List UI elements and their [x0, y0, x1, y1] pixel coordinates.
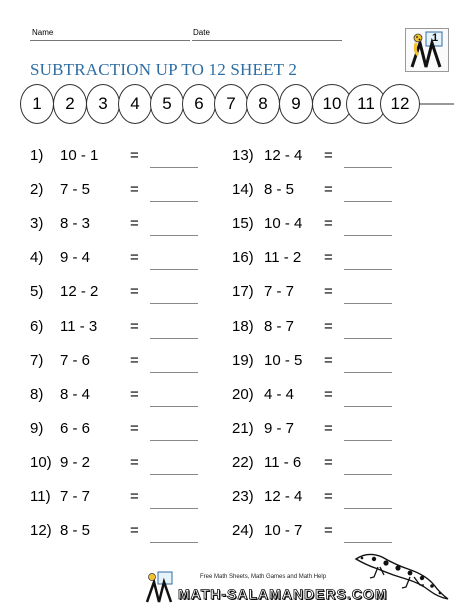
answer-blank[interactable]	[344, 167, 392, 168]
equals-sign: =	[324, 385, 333, 403]
question-row	[30, 521, 230, 551]
equals-sign: =	[324, 249, 333, 267]
name-line[interactable]	[30, 40, 190, 41]
question-number: 12)	[30, 522, 52, 540]
question-row	[232, 453, 432, 483]
question-expression: 9 - 7	[264, 419, 295, 437]
question-number: 3)	[30, 215, 44, 233]
equals-sign: =	[324, 317, 333, 335]
answer-blank[interactable]	[344, 406, 392, 407]
equals-sign: =	[324, 181, 333, 199]
question-expression: 7 - 7	[60, 488, 91, 505]
question-expression: 12 - 4	[264, 488, 303, 505]
equals-sign: =	[130, 488, 139, 505]
question-expression: 9 - 2	[60, 453, 91, 471]
question-expression: 9 - 4	[60, 249, 91, 267]
question-expression: 7 - 7	[264, 283, 295, 301]
question-expression: 10 - 4	[264, 215, 303, 233]
answer-blank[interactable]	[344, 338, 392, 339]
footer-tagline: Free Math Sheets, Math Games and Math Help	[200, 574, 327, 580]
salamander-icon	[348, 545, 458, 605]
question-row	[232, 248, 432, 278]
answer-blank[interactable]	[150, 303, 198, 304]
grade-badge: 1	[431, 32, 439, 44]
question-row	[30, 214, 230, 244]
question-number: 14)	[232, 181, 254, 199]
answer-blank[interactable]	[150, 440, 198, 441]
equals-sign: =	[130, 385, 139, 403]
equals-sign: =	[324, 147, 333, 164]
date-line[interactable]	[192, 40, 342, 41]
answer-blank[interactable]	[344, 542, 392, 543]
equals-sign: =	[130, 317, 139, 335]
number-line-circle: 11	[346, 84, 386, 124]
equals-sign: =	[130, 249, 139, 267]
question-expression: 7 - 5	[60, 181, 91, 199]
answer-blank[interactable]	[344, 508, 392, 509]
answer-blank[interactable]	[150, 474, 198, 475]
question-number: 15)	[232, 215, 254, 233]
question-number: 18)	[232, 317, 254, 335]
question-row	[232, 214, 432, 244]
question-expression: 11 - 6	[264, 453, 302, 471]
question-row	[30, 180, 230, 210]
question-row	[30, 317, 230, 347]
equals-sign: =	[130, 351, 139, 369]
answer-blank[interactable]	[150, 167, 198, 168]
answer-blank[interactable]	[344, 235, 392, 236]
answer-blank[interactable]	[344, 474, 392, 475]
equals-sign: =	[130, 522, 139, 540]
question-expression: 12 - 2	[60, 283, 99, 301]
question-expression: 4 - 4	[264, 385, 295, 403]
question-expression: 8 - 5	[264, 181, 295, 199]
number-line-circle: 5	[150, 84, 184, 124]
number-line-circle: 4	[118, 84, 152, 124]
equals-sign: =	[324, 522, 333, 540]
answer-blank[interactable]	[150, 235, 198, 236]
question-row	[232, 146, 432, 176]
equals-sign: =	[324, 453, 333, 471]
question-row	[232, 180, 432, 210]
question-row	[232, 419, 432, 449]
question-row	[232, 487, 432, 517]
question-row	[232, 351, 432, 381]
number-line-circle: 10	[312, 84, 352, 124]
question-number: 5)	[30, 283, 44, 301]
question-number: 22)	[232, 453, 254, 471]
answer-blank[interactable]	[150, 508, 198, 509]
name-label: Name	[32, 28, 54, 37]
answer-blank[interactable]	[344, 440, 392, 441]
question-number: 13)	[232, 147, 254, 164]
math-salamander-logo-icon	[405, 28, 449, 72]
question-row	[30, 385, 230, 415]
equals-sign: =	[130, 147, 139, 164]
question-row	[232, 282, 432, 312]
number-line-circle: 7	[214, 84, 248, 124]
equals-sign: =	[324, 215, 333, 233]
answer-blank[interactable]	[344, 372, 392, 373]
question-number: 21)	[232, 419, 254, 437]
equals-sign: =	[130, 181, 139, 199]
question-expression: 11 - 3	[60, 317, 98, 335]
question-row	[30, 146, 230, 176]
question-row	[30, 453, 230, 483]
question-number: 10)	[30, 453, 52, 471]
question-expression: 8 - 5	[60, 522, 91, 540]
number-line-circle: 1	[20, 84, 54, 124]
question-number: 4)	[30, 249, 44, 267]
question-row	[30, 487, 230, 517]
question-number: 24)	[232, 522, 254, 540]
question-expression: 11 - 2	[264, 249, 302, 267]
answer-blank[interactable]	[344, 201, 392, 202]
question-number: 6)	[30, 317, 44, 335]
question-number: 23)	[232, 488, 254, 505]
number-line-circle: 12	[380, 84, 420, 124]
number-line-circle: 3	[86, 84, 120, 124]
question-row	[232, 385, 432, 415]
page-title: SUBTRACTION UP TO 12 SHEET 2	[30, 60, 298, 79]
question-row	[30, 282, 230, 312]
question-expression: 10 - 1	[60, 147, 99, 164]
answer-blank[interactable]	[150, 406, 198, 407]
answer-blank[interactable]	[150, 269, 198, 270]
date-label: Date	[193, 28, 210, 37]
equals-sign: =	[130, 283, 139, 301]
answer-blank[interactable]	[344, 269, 392, 270]
answer-blank[interactable]	[150, 372, 198, 373]
number-line-circle: 6	[182, 84, 216, 124]
question-number: 1)	[30, 147, 44, 164]
question-row	[30, 419, 230, 449]
equals-sign: =	[130, 215, 139, 233]
question-expression: 6 - 6	[60, 419, 91, 437]
equals-sign: =	[324, 488, 333, 505]
question-number: 17)	[232, 283, 254, 301]
equals-sign: =	[130, 419, 139, 437]
question-number: 19)	[232, 351, 254, 369]
answer-blank[interactable]	[150, 542, 198, 543]
equals-sign: =	[324, 419, 333, 437]
question-number: 2)	[30, 181, 44, 199]
number-line-circle: 8	[246, 84, 280, 124]
question-expression: 12 - 4	[264, 147, 303, 164]
question-expression: 8 - 4	[60, 385, 91, 403]
footer-brand[interactable]: MATH-SALAMANDERS.COM	[178, 586, 388, 602]
question-row	[30, 351, 230, 381]
question-number: 11)	[30, 488, 51, 505]
question-number: 8)	[30, 385, 44, 403]
question-expression: 8 - 3	[60, 215, 91, 233]
question-number: 7)	[30, 351, 44, 369]
question-number: 20)	[232, 385, 254, 403]
equals-sign: =	[130, 453, 139, 471]
question-row	[232, 317, 432, 347]
question-row	[30, 248, 230, 278]
answer-blank[interactable]	[150, 201, 198, 202]
question-number: 16)	[232, 249, 254, 267]
equals-sign: =	[324, 283, 333, 301]
footer-logo-icon	[144, 570, 176, 604]
answer-blank[interactable]	[150, 338, 198, 339]
equals-sign: =	[324, 351, 333, 369]
question-expression: 7 - 6	[60, 351, 91, 369]
number-line-circle: 9	[279, 84, 313, 124]
answer-blank[interactable]	[344, 303, 392, 304]
question-number: 9)	[30, 419, 44, 437]
question-expression: 10 - 7	[264, 522, 303, 540]
number-line	[20, 84, 454, 126]
number-line-circle: 2	[53, 84, 87, 124]
question-expression: 10 - 5	[264, 351, 303, 369]
question-expression: 8 - 7	[264, 317, 295, 335]
